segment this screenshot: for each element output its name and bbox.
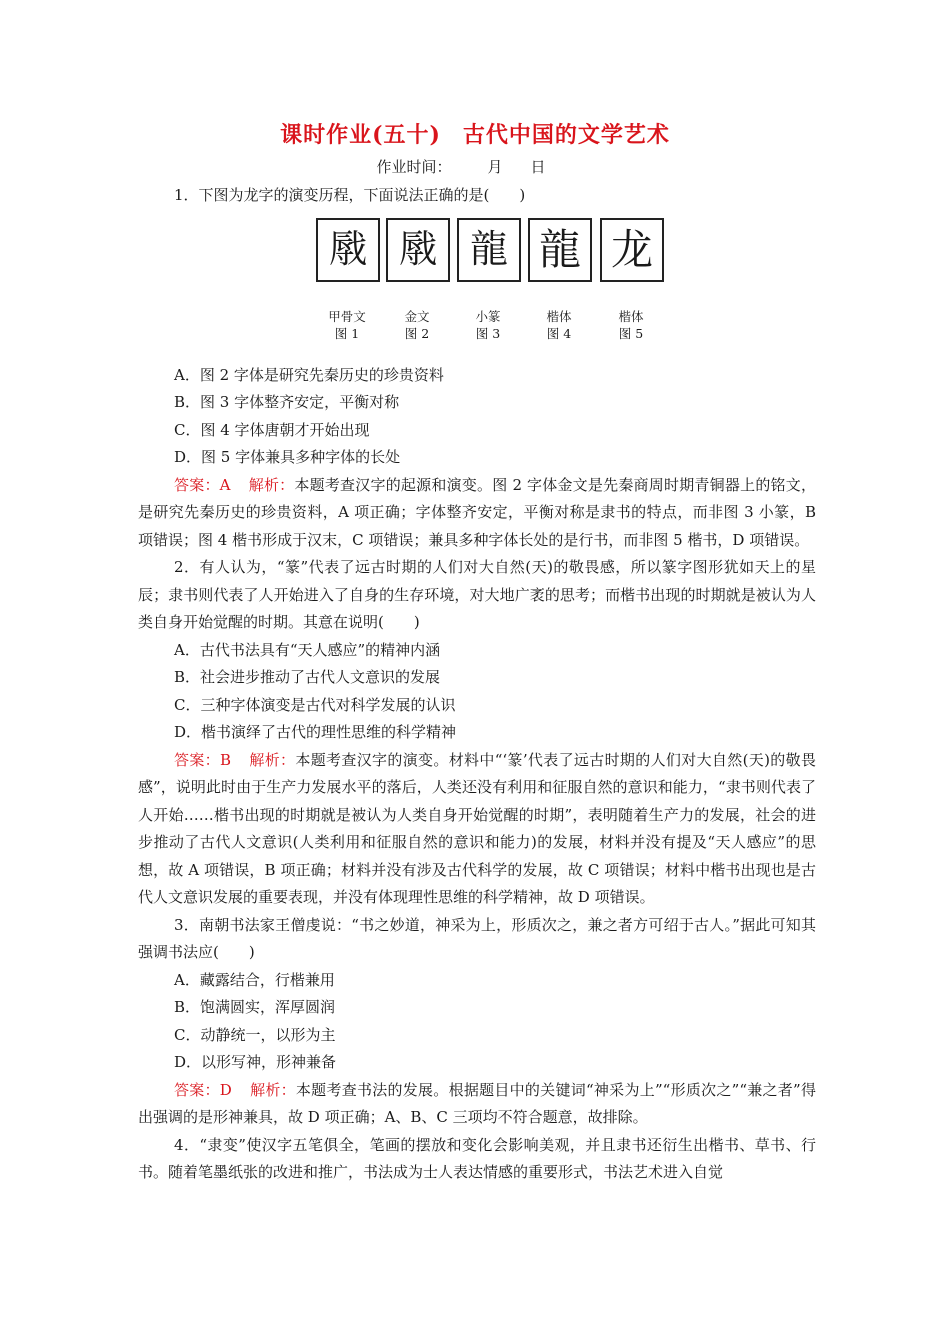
figure-4 xyxy=(528,218,590,342)
homework-time xyxy=(0,156,950,177)
question-1-analysis: 本题考查汉字的起源和演变。图 2 字体金文是先秦商周时期青铜器上的铭文，是研究先秦历史的珍贵资料，A 项正确；字体整齐安定，平衡对称是隶书的特点，而非图 3 小篆，B 项错误；图 4 楷书形成于汉末，C 项错误；兼具多种字体长处的是行书，而非图 5 楷书，D 项错误。 xyxy=(138,475,816,549)
homework-time-label: 作业时间： xyxy=(376,158,452,176)
question-2-stem: 2．有人认为，“篆”代表了远古时期的人们对大自然(天)的敬畏感，所以篆字图形犹如天上的星辰；隶书则代表了人开始进入了自身的生存环境，对大地广袤的思考；而楷书出现的时期就是被认为人类自身开始觉醒的时期。其意在说明( ) xyxy=(138,558,816,631)
question-3-option-c: C．动静统一，以形为主 xyxy=(174,1025,336,1044)
homework-month: 月 xyxy=(487,158,503,176)
page-title xyxy=(0,118,950,149)
title-right: 古代中国的文学艺术 xyxy=(462,122,670,148)
question-2-option-c: C．三种字体演变是古代对科学发展的认识 xyxy=(174,695,456,714)
question-4-stem: 4．“隶变”使汉字五笔俱全，笔画的摆放和变化会影响美观，并且隶书还衍生出楷书、草书、行书。随着笔墨纸张的改进和推广，书法成为士人表达情感的重要形式，书法艺术进入自觉 xyxy=(138,1135,816,1181)
figure-2-style: 金文 xyxy=(404,308,430,324)
figure-3-label: 图 3 xyxy=(475,325,501,341)
question-1-option-d: D．图 5 字体兼具多种字体的长处 xyxy=(174,448,401,466)
question-2-answer: 答案：B xyxy=(174,750,232,769)
figure-2-label: 图 2 xyxy=(404,325,430,341)
question-2-answer-block xyxy=(138,747,816,912)
question-3-option-d: D．以形写神，形神兼备 xyxy=(174,1053,337,1071)
figure-5-label: 图 5 xyxy=(618,325,644,341)
figure-3 xyxy=(457,218,519,342)
question-3-analysis-label: 解析： xyxy=(249,1080,296,1099)
question-2-analysis: 本题考查汉字的演变。材料中“‘篆’代表了远古时期的人们对大自然(天)的敬畏感”，说明此时由于生产力发展水平的落后，人类还没有利用和征服自然的意识和能力，“隶书则代表了人开始……楷书出现的时期就是被认为人类自身开始觉醒的时期”，表明随着生产力的发展，社会的进步推动了古代人文意识(人类利用和征服自然的意识和能力)的发展，材料并没有提及“天人感应”的思想，故 A 项错误，B 项正确；材料并没有涉及古代科学的发展，故 C 项错误；材料中楷书出现也是古代人文意识发展的重要表现，并没有体现理性思维的科学精神，故 D 项错误。 xyxy=(138,750,816,906)
figure-3-glyph: 龍 xyxy=(457,218,521,282)
figure-1-label: 图 1 xyxy=(334,325,360,341)
question-1-answer-block xyxy=(138,472,816,555)
question-3-option-a: A．藏露结合，行楷兼用 xyxy=(174,970,335,989)
figure-4-label: 图 4 xyxy=(546,325,572,341)
question-1-option-c: C．图 4 字体唐朝才开始出现 xyxy=(174,420,370,439)
homework-day: 日 xyxy=(530,158,546,176)
question-2-analysis-label: 解析： xyxy=(249,750,296,769)
question-1-option-b: B．图 3 字体整齐安定，平衡对称 xyxy=(174,393,400,411)
question-2-option-b: B．社会进步推动了古代人文意识的发展 xyxy=(174,668,441,686)
question-3-option-b: B．饱满圆实，浑厚圆润 xyxy=(174,998,336,1016)
figure-2 xyxy=(386,218,448,342)
question-1-answer: 答案：A xyxy=(174,475,231,494)
dragon-glyph-figures xyxy=(138,214,816,362)
figure-5 xyxy=(600,218,662,342)
question-3-stem: 3．南朝书法家王僧虔说：“书之妙道，神采为上，形质次之，兼之者方可绍于古人。”据此可知其强调书法应( ) xyxy=(138,915,816,961)
figure-4-glyph: 龍 xyxy=(528,218,592,282)
figure-1-style: 甲骨文 xyxy=(328,308,366,324)
title-left: 课时作业(五十) xyxy=(280,122,441,148)
question-1-analysis-label: 解析： xyxy=(248,475,295,494)
question-2-option-a: A．古代书法具有“天人感应”的精神内涵 xyxy=(174,640,441,659)
document-body xyxy=(138,182,816,1187)
figure-5-style: 楷体 xyxy=(618,308,644,324)
question-3-answer: 答案：D xyxy=(174,1080,232,1099)
figure-1 xyxy=(316,218,378,342)
figure-2-glyph: 㦺 xyxy=(386,218,450,282)
question-3-answer-block xyxy=(138,1077,816,1132)
question-1-stem: 1．下图为龙字的演变历程，下面说法正确的是( ) xyxy=(174,186,526,204)
question-3-analysis: 本题考查书法的发展。根据题目中的关键词“神采为上”“形质次之”“兼之者”得出强调的是形神兼具，故 D 项正确；A、B、C 三项均不符合题意，故排除。 xyxy=(138,1080,816,1126)
question-2-option-d: D．楷书演绎了古代的理性思维的科学精神 xyxy=(174,723,457,741)
figure-4-style: 楷体 xyxy=(546,308,572,324)
question-1-option-a: A．图 2 字体是研究先秦历史的珍贵资料 xyxy=(174,365,444,384)
figure-5-glyph: 龙 xyxy=(600,218,664,282)
figure-3-style: 小篆 xyxy=(475,308,501,324)
figure-1-glyph: 㦺 xyxy=(316,218,380,282)
